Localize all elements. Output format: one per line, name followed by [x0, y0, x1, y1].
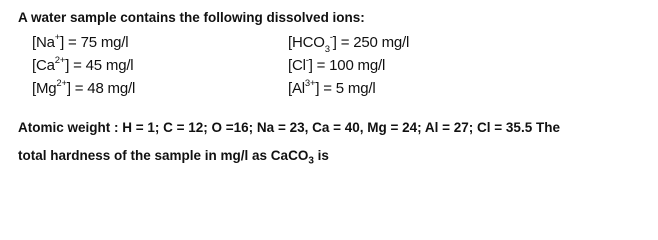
- ion-hco3-subscript: 3: [324, 44, 330, 55]
- question-heading: A water sample contains the following dissolved ions:: [18, 10, 365, 25]
- ion-ca-open: [Ca: [32, 57, 55, 74]
- ion-al-value: ] = 5 mg/l: [315, 80, 376, 97]
- question-subscript: 3: [308, 155, 314, 167]
- question-suffix: is: [313, 148, 329, 163]
- question-prefix: total hardness of the sample in mg/l as CaCO: [18, 148, 309, 163]
- ion-mg: [32, 80, 135, 97]
- ion-na: [32, 34, 128, 51]
- ion-hco3-charge: -: [329, 32, 333, 43]
- ion-hco3-value: ] = 250 mg/l: [332, 34, 410, 51]
- ion-cl: [288, 57, 385, 74]
- ion-mg-value: ] = 48 mg/l: [66, 80, 136, 97]
- ion-ca: [32, 57, 133, 74]
- atomic-weights-line: Atomic weight : H = 1; C = 12; O =16; Na = 23, Ca = 40, Mg = 24; Al = 27; Cl = 35.5 The: [18, 120, 560, 135]
- ion-ca-charge: 2+: [54, 55, 66, 66]
- ion-al-open: [Al: [288, 80, 305, 97]
- ion-hco3-open: [HCO: [288, 34, 325, 51]
- ion-mg-charge: 2+: [56, 78, 67, 89]
- ion-na-value: ] = 75 mg/l: [60, 34, 129, 51]
- ion-cl-value: ] = 100 mg/l: [308, 57, 386, 74]
- ion-al-charge: 3+: [304, 78, 316, 89]
- ion-hco3: [288, 32, 410, 55]
- ion-na-open: [Na: [32, 34, 55, 51]
- ion-mg-open: [Mg: [32, 80, 57, 97]
- ion-al: [288, 80, 375, 97]
- question-line: [18, 148, 329, 167]
- ion-ca-value: ] = 45 mg/l: [65, 57, 134, 74]
- ion-cl-open: [Cl: [288, 57, 306, 74]
- ion-cl-charge: -: [305, 55, 309, 66]
- ion-na-charge: +: [54, 32, 61, 43]
